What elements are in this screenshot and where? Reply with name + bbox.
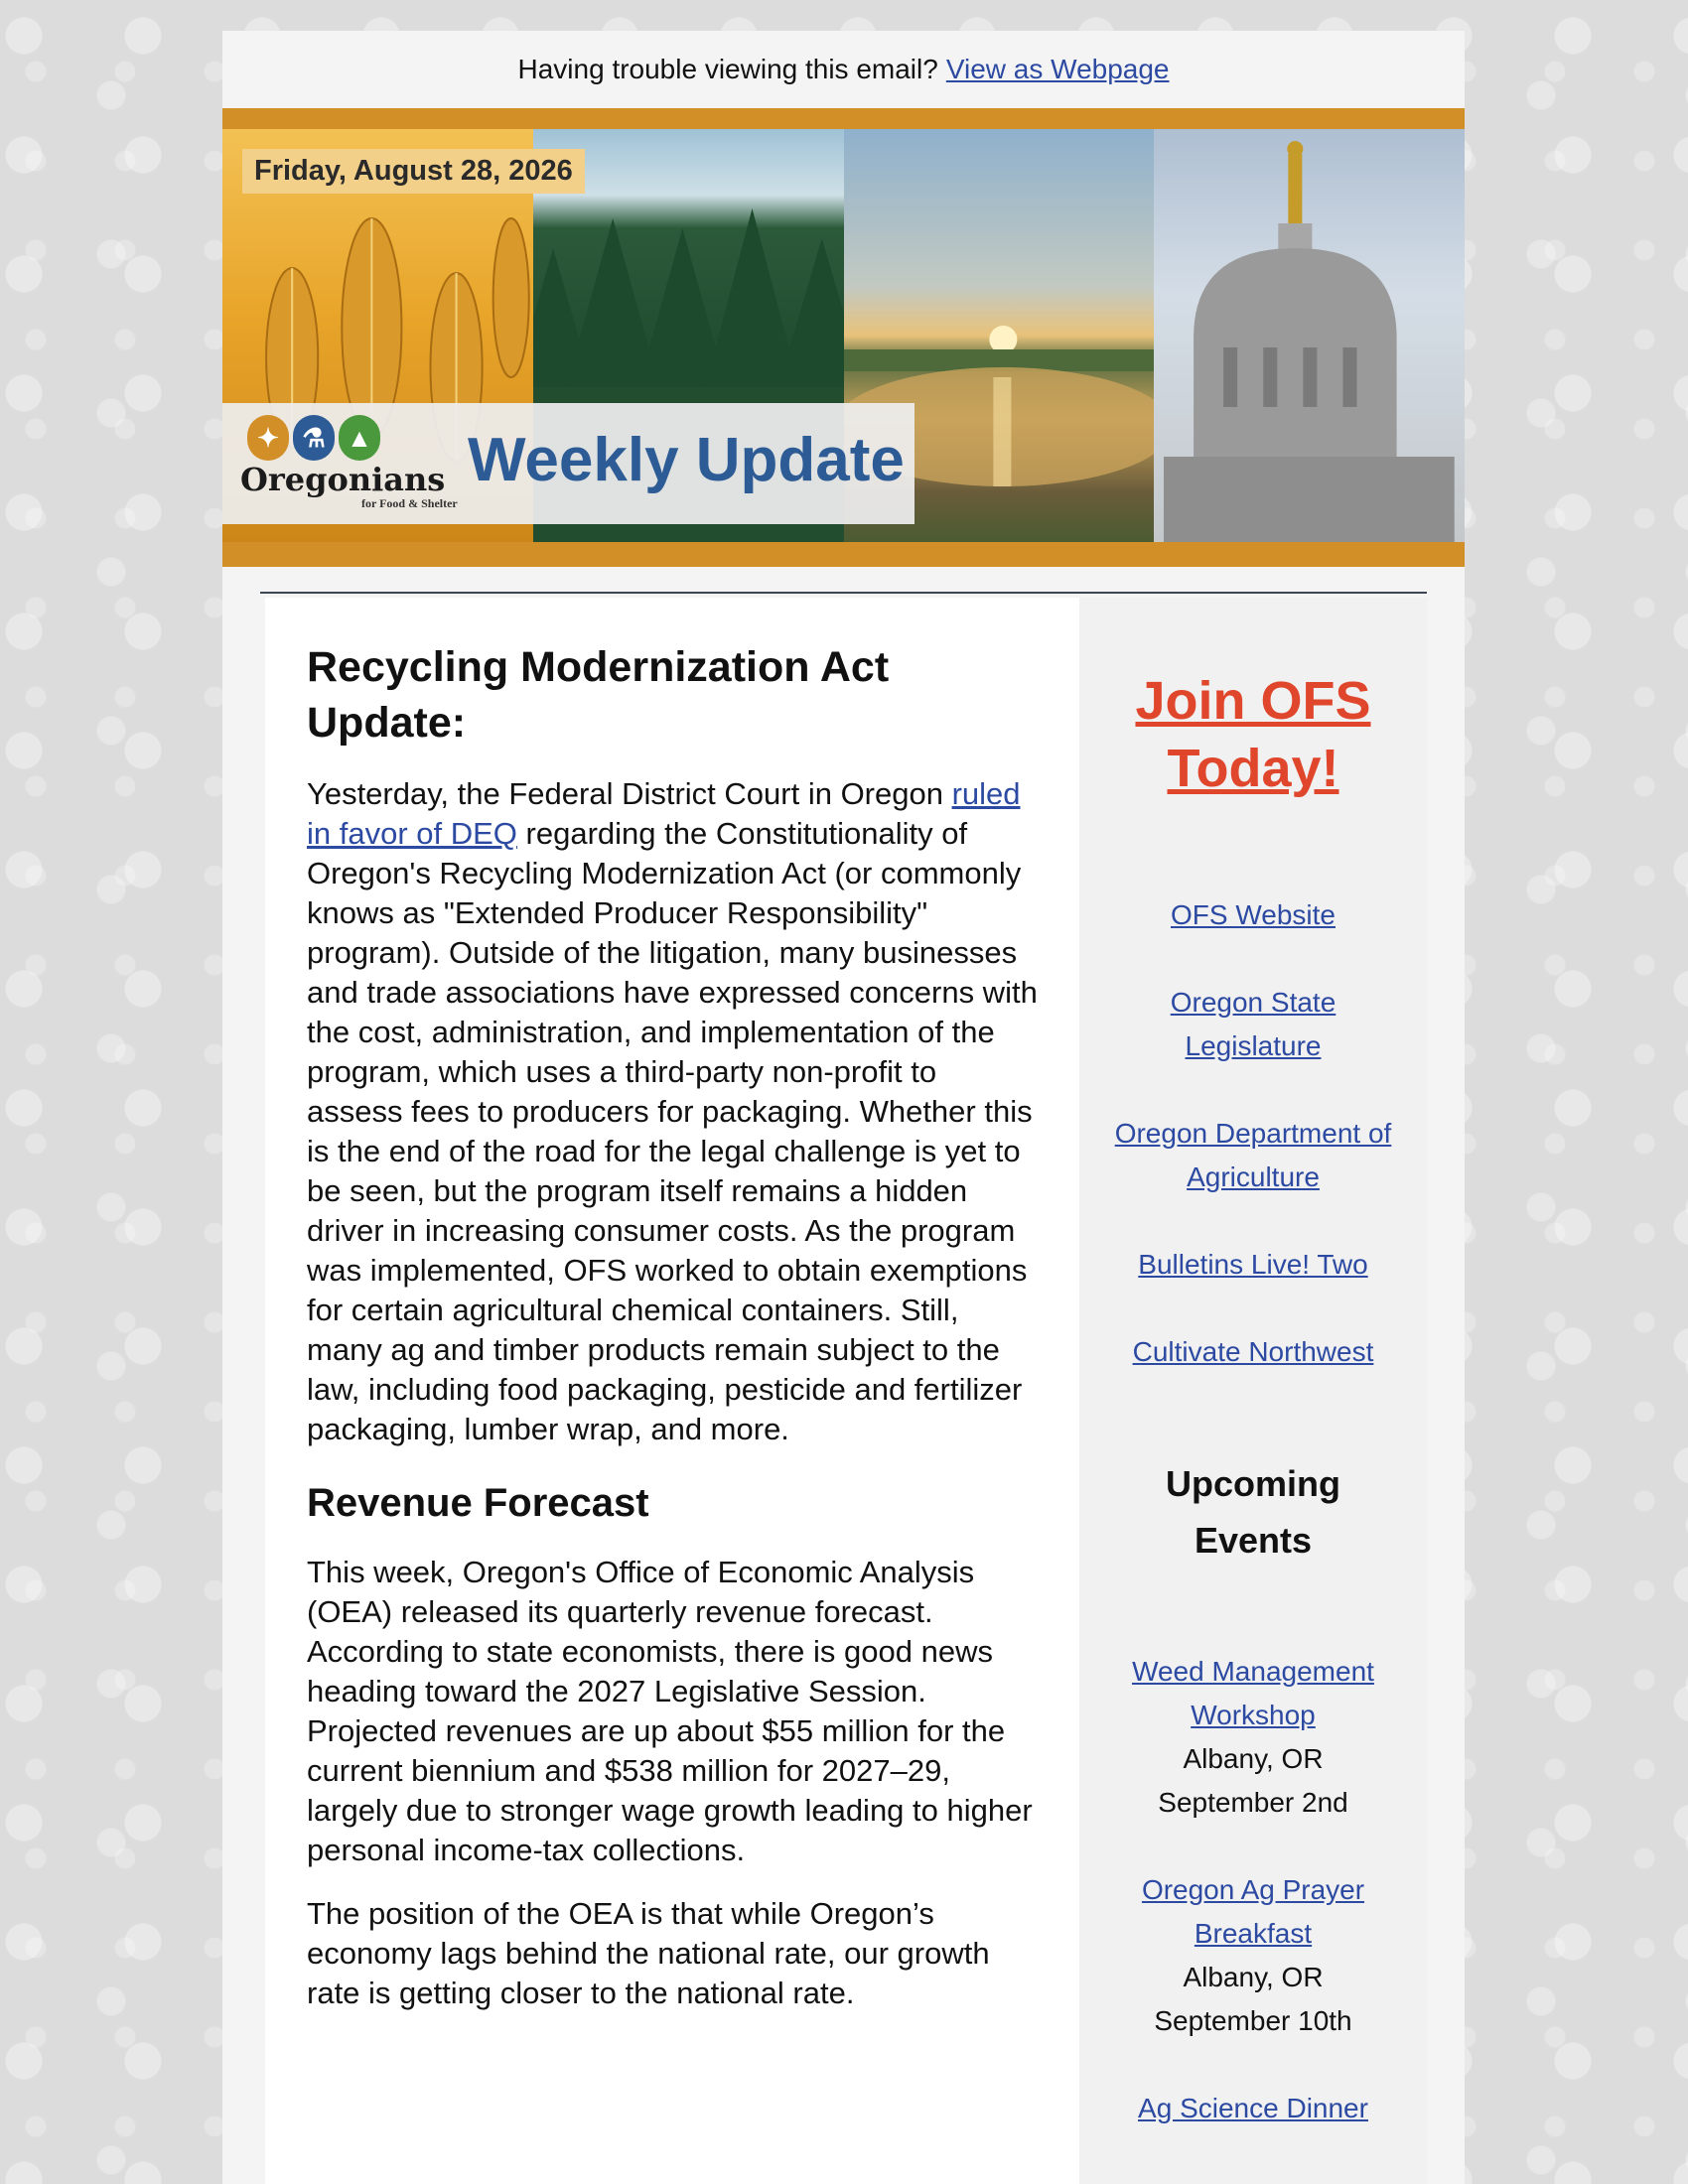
event-item <box>1079 2087 1427 2130</box>
newsletter-title-box <box>222 403 914 524</box>
article-heading-recycling: Recycling Modernization Act Update: <box>307 643 890 747</box>
wheat-logo-icon: ✦ <box>247 415 289 461</box>
trouble-text: Having trouble viewing this email? <box>517 54 938 84</box>
sidebar-links <box>1079 893 1427 1374</box>
sidebar-link-legislature[interactable]: Oregon State Legislature <box>1170 987 1336 1061</box>
capitol-dome-photo <box>1154 129 1465 542</box>
event-date: September 2nd <box>1158 1787 1348 1818</box>
events-list <box>1079 1650 1427 2130</box>
content-area <box>260 592 1427 2184</box>
sidebar-link-oda[interactable]: Oregon Department of Agriculture <box>1114 1118 1392 1192</box>
event-title-link[interactable]: Ag Science Dinner <box>1138 2093 1368 2123</box>
bottom-accent-bar <box>222 542 1465 567</box>
header-banner <box>222 129 1465 542</box>
event-date: September 10th <box>1154 2005 1352 2036</box>
tree-logo-icon: ▲ <box>339 415 380 461</box>
main-column <box>265 598 1079 2184</box>
ofs-logo-marks <box>247 415 380 461</box>
sidebar-link-bulletins[interactable]: Bulletins Live! Two <box>1138 1249 1368 1280</box>
event-item <box>1079 1650 1427 1825</box>
event-location: Albany, OR <box>1183 1962 1324 1992</box>
ofs-logo-wordmark: Oregonians <box>240 461 446 498</box>
join-ofs-link[interactable]: Join OFS Today! <box>1135 671 1371 798</box>
ofs-logo-tagline: for Food & Shelter <box>361 496 458 510</box>
view-as-webpage-link[interactable]: View as Webpage <box>945 54 1170 84</box>
sidebar <box>1079 598 1427 2184</box>
upcoming-events-heading: Upcoming Events <box>1166 1463 1340 1561</box>
event-title-link[interactable]: Weed Management Workshop <box>1132 1656 1374 1730</box>
article-paragraph-recycling: Yesterday, the Federal District Court in Oregon ruled in favor of DEQ regarding the Constitutionality of Oregon's Recycling Modernization Act (or commonly knows as "Extended Producer Responsibility" program). Outside of the litigation, many businesses and trade associations have expressed concerns with the cost, administration, and implementation of the program, which uses a third-party non-profit to assess fees to producers for packaging. Whether this is the end of the road for the legal challenge is yet to be seen, but the program itself remains a hidden driver in increasing consumer costs. As the program was implemented, OFS worked to obtain exemptions for certain agricultural chemical containers. Still, many ag and timber products remain subject to the law, including food packaging, pesticide and fertilizer packaging, lumber wrap, and more. <box>307 776 1038 1446</box>
article-heading-revenue: Revenue Forecast <box>307 1481 649 1525</box>
issue-date: Friday, August 28, 2026 <box>242 149 585 194</box>
article-paragraph-revenue: This week, Oregon's Office of Economic Analysis (OEA) released its quarterly revenue forecast. According to state economists, there is good news heading toward the 2027 Legislative Session. Projected revenues are up about $55 million for the current biennium and $538 million for 2027–29, largely due to stronger wage growth leading to higher personal income-tax collections. <box>307 1555 1033 1867</box>
newsletter-title: Weekly Update <box>468 426 905 494</box>
event-location: Albany, OR <box>1183 1743 1324 1774</box>
divider-rule <box>260 592 1427 594</box>
event-title-link[interactable]: Oregon Ag Prayer Breakfast <box>1141 1874 1365 1949</box>
article-paragraph-oea: The position of the OEA is that while Oregon’s economy lags behind the national rate, our growth rate is getting closer to the national rate. <box>307 1896 990 2010</box>
view-online-bar <box>222 31 1465 108</box>
email-container <box>222 31 1465 2184</box>
top-accent-bar <box>222 108 1465 129</box>
flask-logo-icon: ⚗ <box>293 415 335 461</box>
ruled-in-favor-link[interactable]: ruled in favor of DEQ <box>307 776 1021 851</box>
sidebar-link-ofs-website[interactable]: OFS Website <box>1171 899 1336 930</box>
sidebar-link-cultivate[interactable]: Cultivate Northwest <box>1132 1336 1374 1367</box>
event-item <box>1079 1868 1427 2043</box>
